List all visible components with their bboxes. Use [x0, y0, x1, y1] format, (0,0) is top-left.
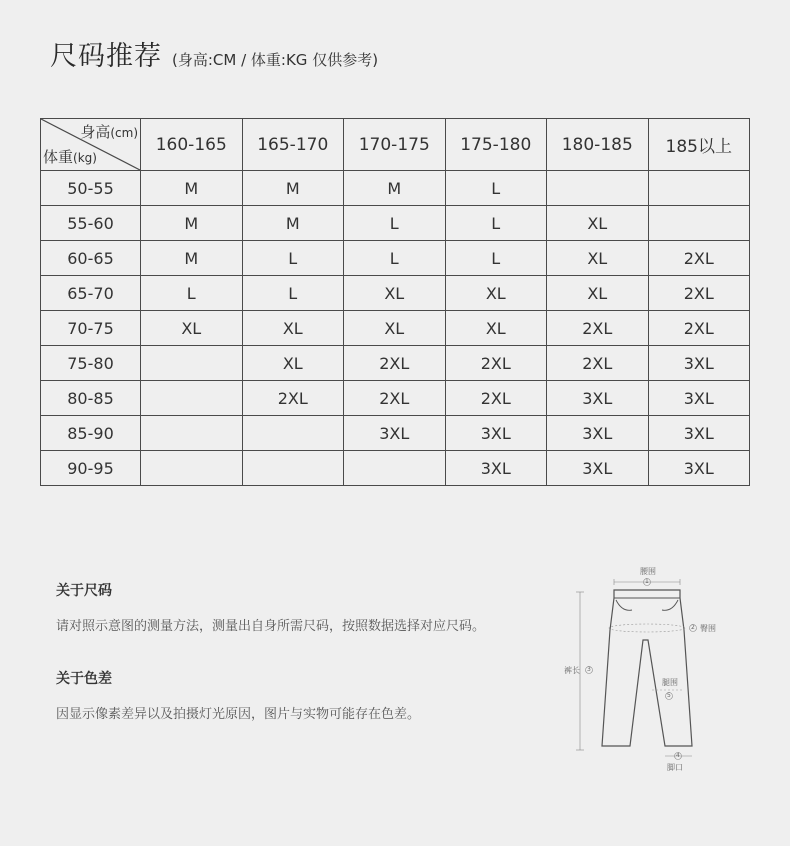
size-note-text: 请对照示意图的测量方法，测量出自身所需尺码，按照数据选择对应尺码。	[56, 619, 486, 634]
size-cell: XL	[445, 311, 547, 346]
size-cell: XL	[141, 311, 243, 346]
table-corner-cell	[41, 119, 141, 171]
length-number: 3	[587, 666, 591, 673]
page-title	[50, 34, 378, 73]
size-cell: 3XL	[547, 416, 649, 451]
size-cell: 2XL	[648, 241, 750, 276]
size-cell: XL	[547, 276, 649, 311]
size-cell: M	[242, 206, 344, 241]
weight-cell: 50-55	[41, 171, 141, 206]
size-cell: 2XL	[648, 311, 750, 346]
size-cell: 2XL	[445, 346, 547, 381]
waist-number: 1	[645, 578, 649, 585]
size-cell	[242, 451, 344, 486]
hem-number: 4	[676, 752, 680, 759]
size-cell	[141, 451, 243, 486]
height-header: 175-180	[445, 119, 547, 171]
table-row	[41, 206, 750, 241]
table-row	[41, 311, 750, 346]
size-cell: 3XL	[445, 451, 547, 486]
hem-label: 脚口	[667, 763, 683, 772]
weight-cell: 60-65	[41, 241, 141, 276]
height-header: 185以上	[648, 119, 750, 171]
size-cell: 3XL	[445, 416, 547, 451]
size-cell: XL	[547, 206, 649, 241]
size-cell: 2XL	[242, 381, 344, 416]
size-cell: L	[141, 276, 243, 311]
size-cell: 3XL	[648, 346, 750, 381]
title-main: 尺码推荐	[50, 41, 162, 72]
size-cell	[344, 451, 446, 486]
weight-cell: 55-60	[41, 206, 141, 241]
pants-icon	[552, 560, 752, 780]
size-cell: XL	[344, 311, 446, 346]
size-cell: 3XL	[547, 381, 649, 416]
size-cell: 3XL	[547, 451, 649, 486]
size-cell: 2XL	[547, 311, 649, 346]
pants-measurement-diagram	[552, 560, 752, 780]
size-cell	[648, 171, 750, 206]
size-cell: L	[242, 276, 344, 311]
size-cell	[648, 206, 750, 241]
table-row	[41, 451, 750, 486]
size-cell: 2XL	[648, 276, 750, 311]
size-cell: XL	[445, 276, 547, 311]
size-cell: M	[141, 206, 243, 241]
size-cell: L	[242, 241, 344, 276]
table-row	[41, 346, 750, 381]
size-cell: XL	[242, 346, 344, 381]
size-cell: 2XL	[445, 381, 547, 416]
table-header-row	[41, 119, 750, 171]
table-row	[41, 171, 750, 206]
size-table	[40, 118, 750, 486]
table-row	[41, 381, 750, 416]
length-label: 裤长	[564, 666, 580, 675]
height-header: 160-165	[141, 119, 243, 171]
size-cell: 3XL	[648, 381, 750, 416]
size-cell: 3XL	[648, 451, 750, 486]
notes-section	[56, 580, 496, 728]
height-header: 180-185	[547, 119, 649, 171]
size-cell	[242, 416, 344, 451]
size-cell: M	[141, 241, 243, 276]
title-subtitle: (身高:CM / 体重:KG 仅供参考)	[172, 51, 379, 69]
weight-cell: 65-70	[41, 276, 141, 311]
table-row	[41, 276, 750, 311]
size-cell: M	[344, 171, 446, 206]
size-cell: M	[242, 171, 344, 206]
height-header: 170-175	[344, 119, 446, 171]
table-row	[41, 241, 750, 276]
weight-cell: 70-75	[41, 311, 141, 346]
corner-weight-label: 体重(kg)	[43, 148, 97, 166]
size-cell	[141, 416, 243, 451]
size-cell	[547, 171, 649, 206]
size-cell: 2XL	[547, 346, 649, 381]
size-note-heading: 关于尺码	[56, 583, 112, 599]
weight-cell: 85-90	[41, 416, 141, 451]
weight-cell: 75-80	[41, 346, 141, 381]
size-cell: L	[445, 206, 547, 241]
size-cell	[141, 381, 243, 416]
color-note-text: 因显示像素差异以及拍摄灯光原因，图片与实物可能存在色差。	[56, 707, 421, 722]
thigh-label: 腿围	[662, 678, 678, 687]
height-header: 165-170	[242, 119, 344, 171]
hip-number: 2	[691, 624, 695, 631]
corner-height-label: 身高(cm)	[80, 123, 138, 141]
weight-cell: 80-85	[41, 381, 141, 416]
size-cell: 2XL	[344, 346, 446, 381]
table-row	[41, 416, 750, 451]
size-cell: 2XL	[344, 381, 446, 416]
size-cell: 3XL	[648, 416, 750, 451]
size-cell: L	[445, 241, 547, 276]
hip-label: 臀围	[700, 624, 716, 633]
waist-label: 腰围	[640, 567, 656, 576]
size-cell: L	[344, 241, 446, 276]
thigh-number: 5	[667, 692, 671, 699]
color-note-heading: 关于色差	[56, 671, 112, 687]
size-cell: XL	[344, 276, 446, 311]
size-cell: XL	[547, 241, 649, 276]
weight-cell: 90-95	[41, 451, 141, 486]
size-cell: XL	[242, 311, 344, 346]
size-cell: 3XL	[344, 416, 446, 451]
size-cell: L	[344, 206, 446, 241]
size-cell	[141, 346, 243, 381]
size-cell: M	[141, 171, 243, 206]
size-cell: L	[445, 171, 547, 206]
